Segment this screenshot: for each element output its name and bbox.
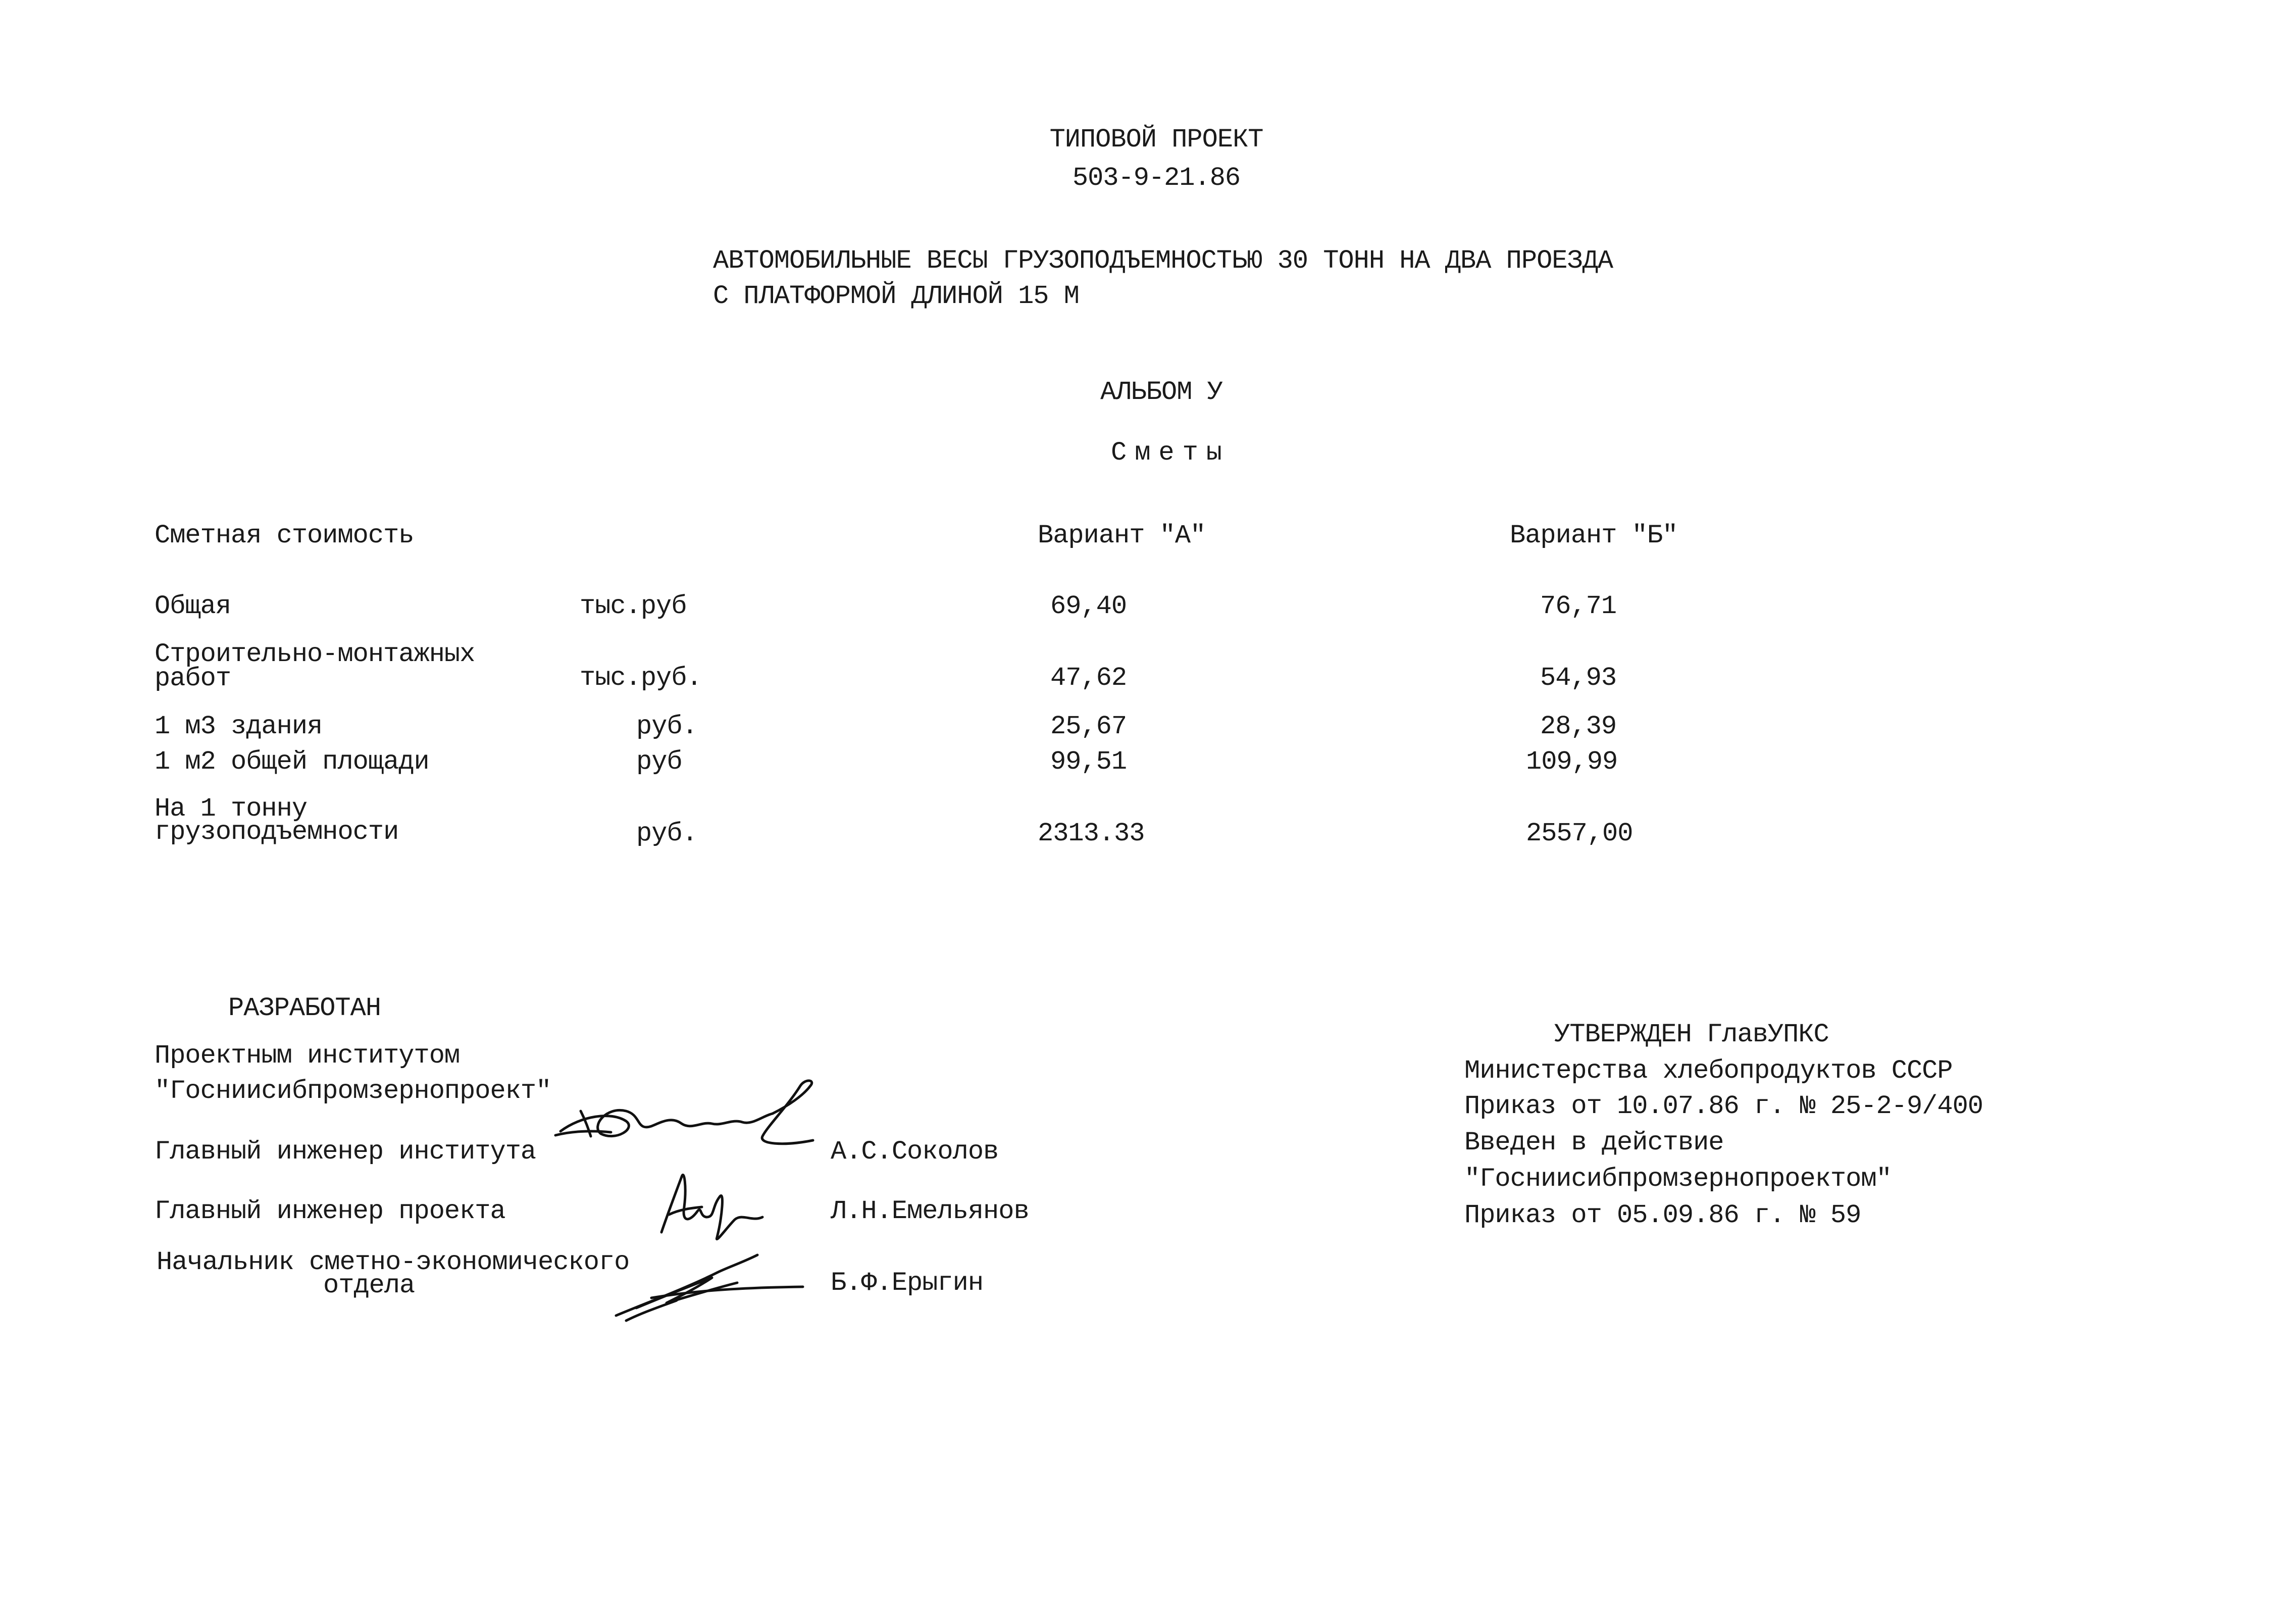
signatory-role: Главный инженер проекта: [155, 1196, 505, 1226]
table-row-unit: руб: [636, 747, 682, 777]
table-row-label-line2: грузоподъемности: [155, 817, 399, 847]
approved-line-3: Приказ от 10.07.86 г. № 25-2-9/400: [1464, 1091, 1983, 1121]
table-row-unit: руб.: [636, 712, 697, 741]
table-row-value-b: 109,99: [1526, 747, 1618, 777]
table-row-label: На 1 тонну: [155, 794, 308, 824]
signatory-role: Начальник сметно-экономического: [157, 1247, 630, 1277]
table-header-variant-a: Вариант "А": [1038, 521, 1206, 550]
signatory-role-line2: отдела: [323, 1271, 415, 1300]
table-row-value-a: 99,51: [1050, 747, 1127, 777]
approved-line-6: Приказ от 05.09.86 г. № 59: [1464, 1200, 1861, 1230]
institute-line-1: Проектным институтом: [155, 1041, 460, 1071]
table-header-variant-b: Вариант "Б": [1510, 521, 1678, 550]
table-header-label: Сметная стоимость: [155, 521, 414, 550]
signatory-role: Главный инженер института: [155, 1137, 536, 1167]
signatory-name: Л.Н.Емельянов: [831, 1196, 1029, 1226]
approved-line-4: Введен в действие: [1464, 1128, 1724, 1157]
table-row-value-a: 69,40: [1050, 591, 1127, 621]
table-row-unit: тыс.руб.: [580, 663, 702, 693]
approved-line-2: Министерства хлебопродуктов СССР: [1464, 1056, 1953, 1086]
signature-emelyanov: [651, 1167, 778, 1247]
table-row-unit: руб.: [636, 819, 697, 848]
project-type: ТИПОВОЙ ПРОЕКТ: [1049, 125, 1263, 155]
table-row-value-b: 28,39: [1540, 712, 1617, 741]
table-row-value-a: 2313.33: [1038, 819, 1145, 848]
signatory-name: А.С.Соколов: [831, 1137, 999, 1167]
album-label: АЛЬБОМ У: [1100, 377, 1222, 407]
approved-line-1: УТВЕРЖДЕН ГлавУПКС: [1554, 1020, 1829, 1049]
project-number: 503-9-21.86: [1072, 163, 1241, 193]
table-row-unit: тыс.руб: [580, 591, 687, 621]
section-title: Сметы: [1110, 438, 1231, 468]
signature-erygin: [606, 1247, 813, 1328]
table-row-label: 1 м3 здания: [155, 712, 323, 741]
approved-line-5: "Госниисибпромзернопроектом": [1464, 1164, 1892, 1194]
title-line-2: С ПЛАТФОРМОЙ ДЛИНОЙ 15 М: [713, 281, 1079, 311]
table-row-value-b: 2557,00: [1526, 819, 1633, 848]
table-row-value-a: 47,62: [1050, 663, 1127, 693]
table-row-label: Строительно-монтажных: [155, 639, 475, 669]
signature-sokolov: [550, 1076, 823, 1156]
institute-line-2: "Госниисибпромзернопроект": [155, 1076, 551, 1106]
table-row-label-line2: работ: [155, 664, 231, 693]
table-row-value-b: 76,71: [1540, 591, 1617, 621]
table-row-value-b: 54,93: [1540, 663, 1617, 693]
title-line-1: АВТОМОБИЛЬНЫЕ ВЕСЫ ГРУЗОПОДЪЕМНОСТЬЮ 30 ТОНН НА ДВА ПРОЕЗДА: [713, 246, 1613, 276]
table-row-label: 1 м2 общей площади: [155, 747, 429, 777]
signatory-name: Б.Ф.Ерыгин: [831, 1268, 984, 1298]
table-row-label: Общая: [155, 591, 231, 621]
table-row-value-a: 25,67: [1050, 712, 1127, 741]
developed-heading: РАЗРАБОТАН: [228, 993, 381, 1023]
